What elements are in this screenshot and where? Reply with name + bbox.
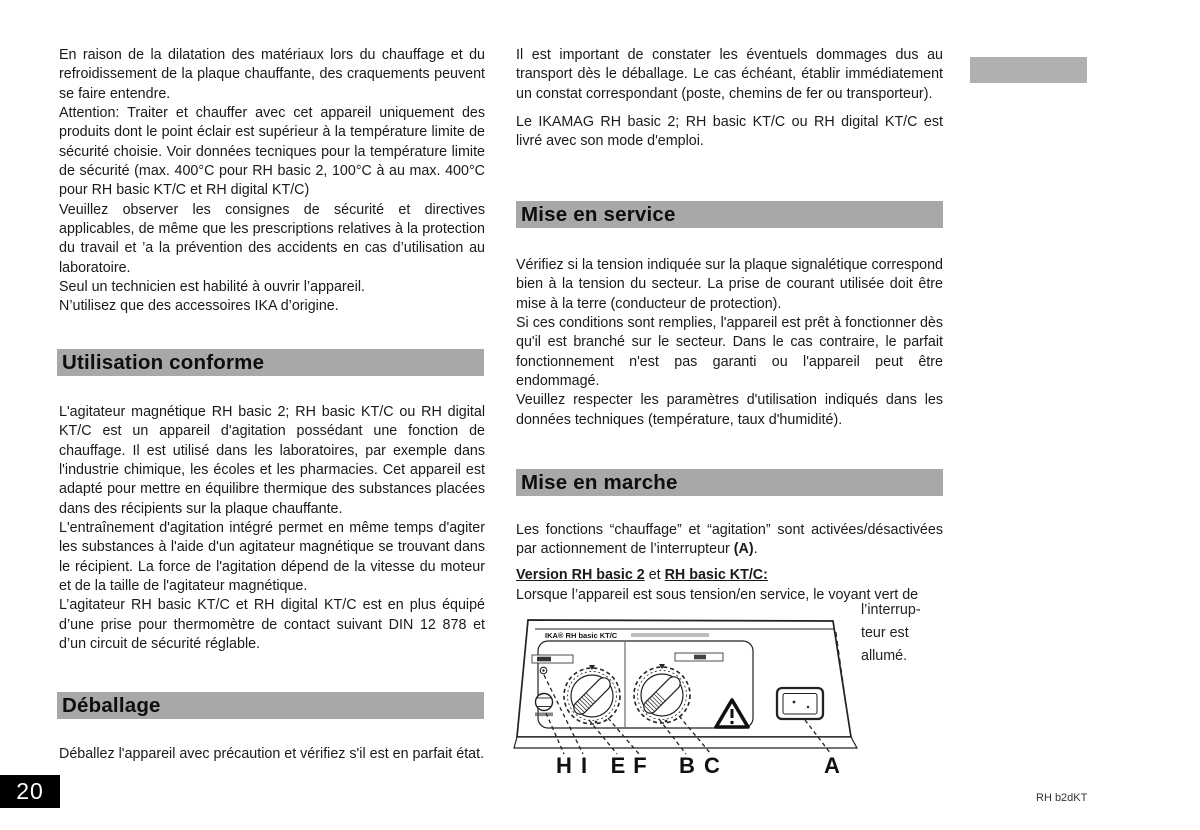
callout-letter: F <box>633 753 647 778</box>
paragraph <box>516 521 943 560</box>
callout-letter: B <box>679 753 695 778</box>
callout-letter: H <box>556 753 572 778</box>
panel-label-left <box>532 655 573 663</box>
callout-letter: E <box>610 753 626 778</box>
paragraph: Veuillez respecter les paramètres d'utilisation indiqués dans les données techniques (température, taux d'humidité). <box>516 392 943 428</box>
page-number-block <box>0 775 60 808</box>
device-drawing <box>513 610 858 780</box>
paragraph: Vérifiez si la tension indiquée sur la plaque signalétique correspond bien à la tension du secteur. La prise de courant utilisée doit être mise à la terre (conducteur de protection). <box>516 257 943 312</box>
figure-letters <box>556 753 840 778</box>
paragraph: En raison de la dilatation des matériaux lors du chauffage et du refroidissement de la plaque chauffante, des craquements peuvent se faire entendre. <box>59 47 485 102</box>
paragraph: Le IKAMAG RH basic 2; RH basic KT/C ou RH digital KT/C est livré avec son mode d'emploi. <box>516 114 943 150</box>
text-line: l’interrup- <box>861 602 921 618</box>
din-socket <box>535 694 553 717</box>
paragraph: N’utilisez que des accessoires IKA d’origine. <box>59 298 339 315</box>
text-run: Les fonctions “chauffage” et “agitation” sont activées/désactivées par actionnement de l’interrupteur <box>516 522 943 558</box>
footer-document-code: RH b2dKT <box>1036 792 1088 804</box>
paragraph: Si ces conditions sont remplies, l'appareil est prêt à fonctionner dès qu'il est branché sur le secteur. Dans le cas contraire, le parfait fonctionnement n'est pas garanti ou l'appareil peut être endommagé. <box>516 315 943 390</box>
version-heading-line <box>516 566 943 585</box>
paragraph: L'agitateur magnétique RH basic 2; RH basic KT/C ou RH digital KT/C est un appareil d'agitation possédant une fonction de chauffage. Il est utilisé dans les laboratoires, par exemple dans l'industrie chimique, les écoles et les pharmacies. Cet appareil est adapté pour mettre en équilibre thermique des substances placées dans des récipients sur la plaque chauffante. <box>59 404 485 517</box>
section-header-mise-en-service <box>516 201 943 228</box>
section-header-mise-en-marche <box>516 469 943 496</box>
edge-index-tab <box>970 57 1087 83</box>
page-number: 20 <box>16 778 44 804</box>
section-title: Déballage <box>62 693 161 717</box>
utilisation-conforme-body <box>59 403 485 654</box>
section-title: Mise en marche <box>521 470 678 494</box>
panel-label-right <box>675 653 723 661</box>
paragraph: Veuillez observer les consignes de sécurité et directives applicables, de même que les prescriptions relatives à la protection du travail et ’a la prévention des accidents en cas d’utilisation au laboratoire. <box>59 201 485 276</box>
device-front-panel-figure <box>513 610 858 780</box>
deballage-body: Déballez l'appareil avec précaution et vérifiez s'il est en parfait état. <box>59 746 485 762</box>
paragraph: Attention: Traiter et chauffer avec cet appareil uniquement des produits dont le point éclair est supérieur à la température limite de sécurité choisie. Voir données tecniques pour la température limite de sécurité (max. 400°C pour RH basic 2, 100°C à au max. 400°C pour RH basic KT/C et RH digital KT/C) <box>59 105 485 199</box>
text-run: . <box>753 541 758 558</box>
figure-side-text <box>861 599 956 668</box>
device-label-text: IKA® RH basic KT/C <box>545 631 618 640</box>
paragraph: Il est important de constater les éventuels dommages dus au transport dès le déballage. Le cas échéant, établir immédiatement un constat correspondant (poste, chemins de fer ou transporteur). <box>516 47 943 102</box>
text-line: teur est <box>861 625 909 641</box>
switch-reference-bold: (A) <box>733 541 754 558</box>
left-intro-paragraphs <box>59 46 485 317</box>
text-run: et <box>644 567 665 583</box>
paragraph: L’agitateur RH basic KT/C et RH digital KT/C est en plus équipé d’une prise pour thermomètre de contact suivant DIN 12 878 et d’un circuit de sécurité réglable. <box>59 597 485 653</box>
section-title: Utilisation conforme <box>62 350 265 374</box>
paragraph: L'entraînement d'agitation intégré permet en même temps d'agiter les substances à l'aide d'un agitateur magnétique se trouvant dans le récipient. La force de l'agitation dépend de la vitesse du moteur et de la taille de l'agitateur magnétique. <box>59 520 485 595</box>
right-intro-paragraphs <box>516 46 943 152</box>
version-label-bold-underline: Version RH basic 2 <box>516 567 645 583</box>
text-line: allumé. <box>861 648 908 664</box>
mise-en-service-body <box>516 256 943 430</box>
paragraph: Seul un technicien est habilité à ouvrir l’appareil. <box>59 279 365 296</box>
section-header-deballage <box>57 692 484 719</box>
section-header-utilisation-conforme <box>57 349 484 376</box>
fine-print-smudge <box>631 633 709 637</box>
callout-letter: I <box>580 753 588 778</box>
mise-en-marche-paragraph <box>516 521 943 560</box>
lorsque-line: Lorsque l’appareil est sous tension/en service, le voyant vert de <box>516 587 919 603</box>
callout-letter: C <box>704 753 720 778</box>
version-label-bold-underline: RH basic KT/C: <box>664 567 768 583</box>
section-title: Mise en service <box>521 202 676 226</box>
callout-letter: A <box>824 753 840 778</box>
